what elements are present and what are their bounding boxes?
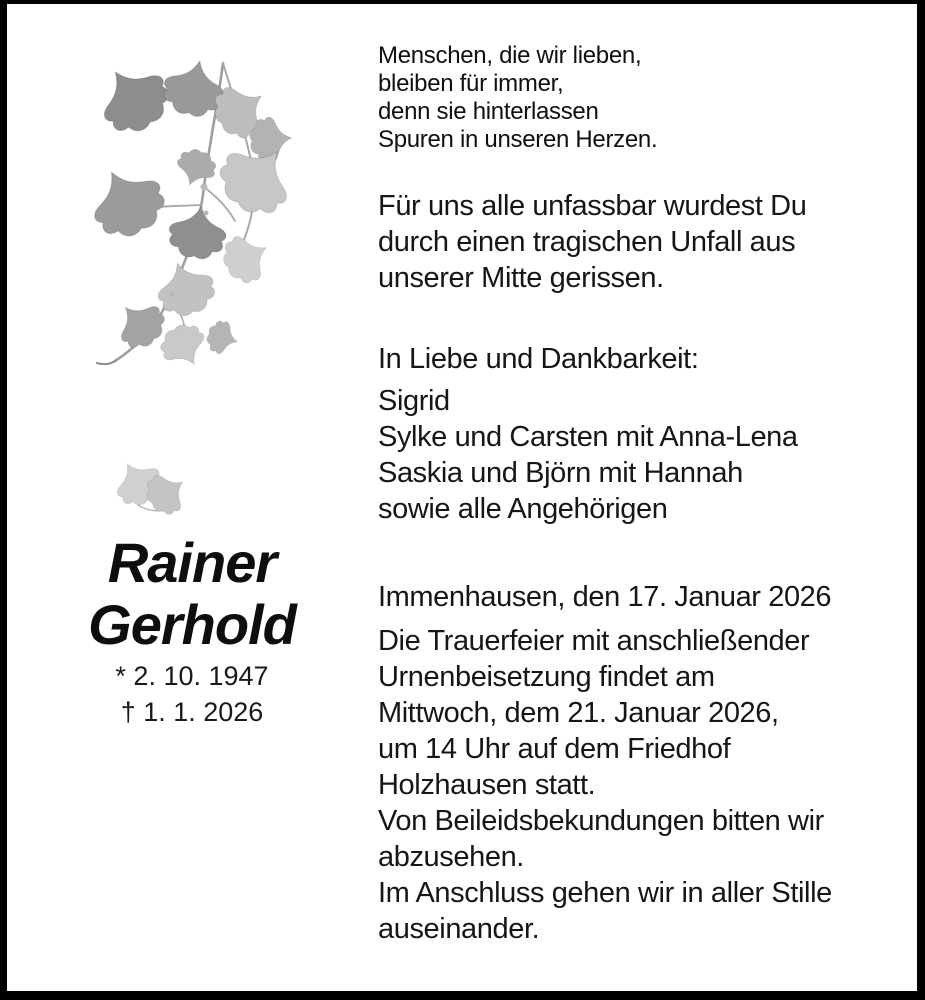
funeral-line: Die Trauerfeier mit anschließender xyxy=(378,625,810,657)
place-date-text: Immenhausen, den 17. Januar 2026 xyxy=(378,581,832,613)
funeral-line: auseinander. xyxy=(378,913,540,945)
death-date: † 1. 1. 2026 xyxy=(120,697,264,727)
funeral-line: Holzhausen statt. xyxy=(378,769,596,801)
ivy-sprig-image xyxy=(108,450,198,525)
funeral-information xyxy=(378,623,917,947)
funeral-line: Urnenbeisetzung findet am xyxy=(378,661,715,693)
funeral-line: Im Anschluss gehen wir in aller Stille xyxy=(378,877,832,909)
mourner-name: Sigrid xyxy=(378,385,450,417)
poem-line: Spuren in unseren Herzen. xyxy=(378,126,658,153)
condolence-heading-text: In Liebe und Dankbarkeit: xyxy=(378,343,699,375)
deceased-name xyxy=(17,532,367,656)
place-date-line xyxy=(378,579,917,615)
condolence-heading xyxy=(378,341,917,377)
funeral-line: Von Beileidsbekundungen bitten wir xyxy=(378,805,824,837)
intro-line: durch einen tragischen Unfall aus xyxy=(378,226,796,258)
deceased-first-name: Rainer xyxy=(107,531,277,594)
poem-line: bleiben für immer, xyxy=(378,70,564,97)
mourner-name: Sylke und Carsten mit Anna-Lena xyxy=(378,421,798,453)
intro-paragraph xyxy=(378,188,917,296)
intro-line: Für uns alle unfassbar wurdest Du xyxy=(378,190,807,222)
funeral-line: Mittwoch, dem 21. Januar 2026, xyxy=(378,697,779,729)
deceased-last-name: Gerhold xyxy=(88,593,296,656)
birth-date: * 2. 10. 1947 xyxy=(115,661,269,691)
funeral-line: abzusehen. xyxy=(378,841,524,873)
life-dates xyxy=(17,658,367,730)
mourner-name: sowie alle Angehörigen xyxy=(378,493,668,525)
ivy-leaves xyxy=(85,52,295,365)
poem-line: Menschen, die wir lieben, xyxy=(378,42,642,69)
mourner-names xyxy=(378,383,917,527)
poem-line: denn sie hinterlassen xyxy=(378,98,599,125)
ivy-branch-image xyxy=(85,45,295,365)
intro-line: unserer Mitte gerissen. xyxy=(378,262,664,294)
mourner-name: Saskia und Björn mit Hannah xyxy=(378,457,743,489)
obituary-notice xyxy=(7,4,917,991)
funeral-line: um 14 Uhr auf dem Friedhof xyxy=(378,733,731,765)
memorial-poem xyxy=(378,42,917,154)
